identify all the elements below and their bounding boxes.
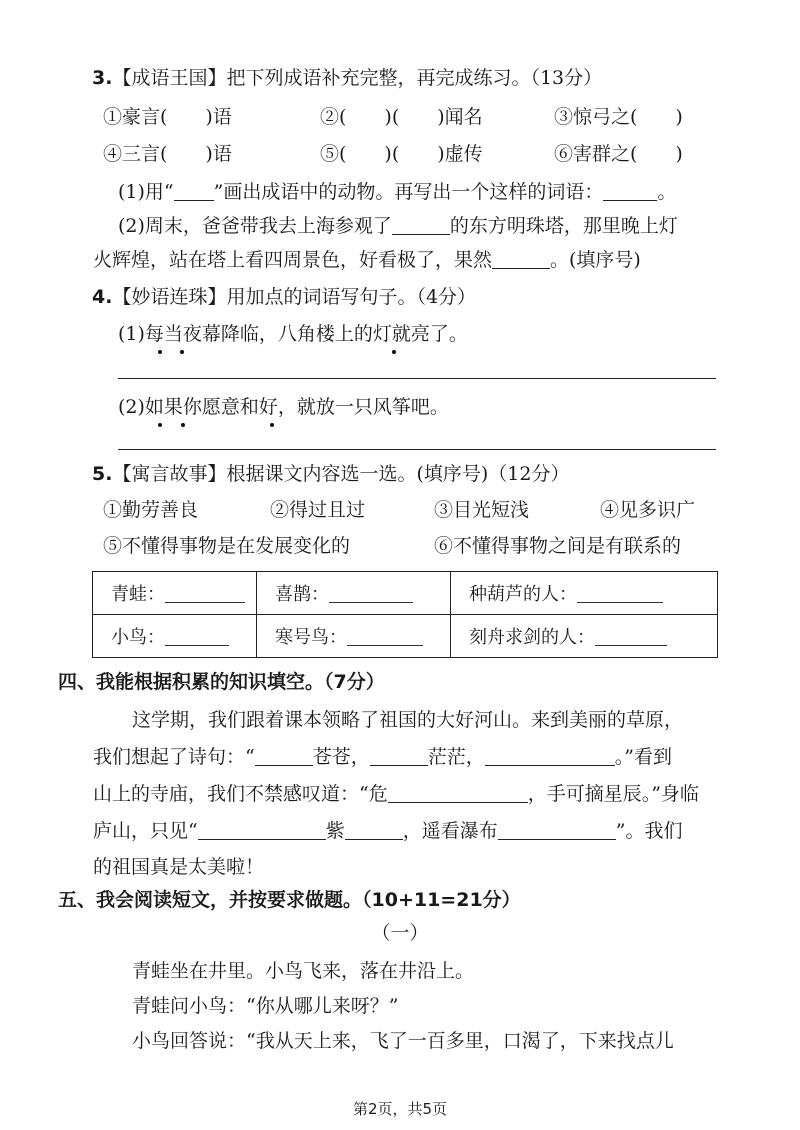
idiom-4: ④三言( )语	[103, 143, 232, 165]
emphasis-dot	[158, 350, 162, 354]
option-1: ①勤劳善良	[103, 499, 199, 521]
table-cell: 小鸟：	[93, 615, 257, 658]
table-cell: 刻舟求剑的人：	[451, 615, 718, 658]
idiom-5: ⑤( )( )虚传	[320, 143, 483, 165]
q3-sub1: (1)用“ ”画出成语中的动物。再写出一个这样的词语： 。	[118, 181, 677, 203]
emphasis-dot	[158, 423, 162, 427]
idiom-6: ⑥害群之( )	[554, 143, 683, 165]
answer-line[interactable]	[118, 449, 716, 450]
answer-blank[interactable]	[595, 627, 667, 646]
answer-blank[interactable]	[174, 180, 214, 201]
passage-line: 小鸟回答说：“我从天上来，飞了一百多里，口渴了，下来找点儿	[132, 1030, 674, 1052]
answer-blank[interactable]	[485, 745, 615, 766]
table-row	[93, 615, 718, 658]
q4-sentence-1: (1)每当夜幕降临，八角楼上的灯就亮了。	[118, 323, 468, 345]
q3-sub2-line1: (2)周末，爸爸带我去上海参观了 的东方明珠塔，那里晚上灯	[118, 215, 678, 237]
s4-paragraph-line: 庐山，只见“ 紫 ，遥看瀑布 ”。我们	[93, 820, 683, 842]
page-number: 第2页，共5页	[352, 1100, 448, 1118]
answer-blank[interactable]	[492, 248, 550, 269]
answer-blank[interactable]	[329, 584, 413, 603]
s4-paragraph-line: 这学期，我们跟着课本领略了祖国的大好河山。来到美丽的草原，	[132, 709, 684, 731]
q3-sub2-line2: 火辉煌，站在塔上看四周景色，好看极了，果然 。(填序号)	[93, 249, 641, 271]
answer-blank[interactable]	[165, 584, 245, 603]
emphasis-dot	[180, 350, 184, 354]
answer-blank[interactable]	[370, 745, 428, 766]
option-3: ③目光短浅	[434, 499, 530, 521]
answer-line[interactable]	[118, 378, 716, 379]
answer-blank[interactable]	[198, 819, 326, 840]
answer-blank[interactable]	[347, 627, 423, 646]
idiom-2: ②( )( )闻名	[320, 106, 483, 128]
fable-table	[92, 571, 718, 658]
q3-heading: 3.【成语王国】把下列成语补充完整，再完成练习。（13分）	[92, 67, 603, 89]
s4-paragraph-line: 的祖国真是太美啦！	[93, 856, 265, 878]
answer-blank[interactable]	[392, 214, 450, 235]
table-row	[93, 572, 718, 615]
section-4-heading: 四、我能根据积累的知识填空。（7分）	[58, 671, 385, 693]
emphasis-dot	[181, 423, 185, 427]
q4-heading: 4.【妙语连珠】用加点的词语写句子。（4分）	[92, 286, 477, 308]
answer-blank[interactable]	[388, 782, 528, 803]
passage-line: 青蛙坐在井里。小鸟飞来，落在井沿上。	[132, 960, 475, 982]
idiom-1: ①豪言( )语	[103, 106, 232, 128]
table-cell: 喜鹊：	[257, 572, 451, 615]
idiom-3: ③惊弓之( )	[554, 106, 683, 128]
option-5: ⑤不懂得事物是在发展变化的	[103, 535, 351, 557]
emphasis-dot	[392, 350, 396, 354]
table-cell: 种葫芦的人：	[451, 572, 718, 615]
q4-sentence-2: (2)如果你愿意和好，就放一只风筝吧。	[118, 396, 449, 418]
s4-paragraph-line: 山上的寺庙，我们不禁感叹道：“危 ，手可摘星辰。”身临	[93, 783, 699, 805]
answer-blank[interactable]	[255, 745, 313, 766]
option-2: ②得过且过	[270, 499, 366, 521]
answer-blank[interactable]	[577, 584, 663, 603]
answer-blank[interactable]	[165, 627, 229, 646]
table-cell: 寒号鸟：	[257, 615, 451, 658]
option-6: ⑥不懂得事物之间是有联系的	[434, 535, 682, 557]
section-5-heading: 五、我会阅读短文，并按要求做题。（10+11=21分）	[58, 889, 521, 911]
passage-line: 青蛙问小鸟：“你从哪儿来呀？”	[132, 995, 399, 1017]
q5-heading: 5.【寓言故事】根据课文内容选一选。(填序号)（12分）	[92, 463, 570, 485]
answer-blank[interactable]	[498, 819, 616, 840]
s4-paragraph-line: 我们想起了诗句：“ 苍苍， 茫茫， 。”看到	[93, 746, 672, 768]
table-cell: 青蛙：	[93, 572, 257, 615]
option-4: ④见多识广	[600, 499, 696, 521]
passage-number: （一）	[371, 922, 429, 944]
emphasis-dot	[270, 423, 274, 427]
answer-blank[interactable]	[345, 819, 403, 840]
answer-blank[interactable]	[603, 180, 657, 201]
